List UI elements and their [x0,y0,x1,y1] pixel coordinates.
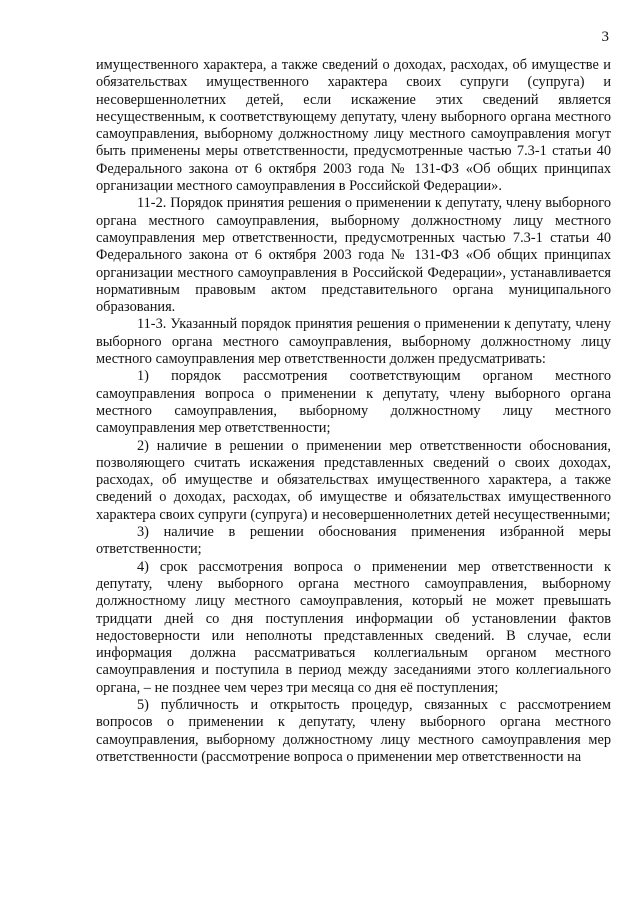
list-item-5: 5) публичность и открытость процедур, связанных с рассмотрением вопросов о применении к депутату, члену выборного органа местного самоуправления, выборному должностному лицу местного самоуправления мер ответственности (рассмотрение вопроса о применении мер ответственности на [96,696,611,765]
paragraph-11-2: 11-2. Порядок принятия решения о применении к депутату, члену выборного органа местного самоуправления, выборному должностному лицу местного самоуправления мер ответственности, предусмотренных частью 7.3-1 статьи 40 Федерального закона от 6 октября 2003 года № 131-ФЗ «Об общих принципах организации местного самоуправления в Российской Федерации», устанавливается нормативным правовым актом представительного органа муниципального образования. [96,195,611,316]
paragraph-continuation: имущественного характера, а также сведений о доходах, расходах, об имуществе и обязательствах имущественного характера своих супруги (супруга) и несовершеннолетних детей, если искажение этих сведений является несущественным, к соответствующему депутату, члену выборного органа местного самоуправления, выборному должностному лицу местного самоуправления могут быть применены меры ответственности, предусмотренные частью 7.3-1 статьи 40 Федерального закона от 6 октября 2003 года № 131-ФЗ «Об общих принципах организации местного самоуправления в Российской Федерации». [96,57,611,195]
page-number: 3 [601,29,609,45]
list-item-1: 1) порядок рассмотрения соответствующим органом местного самоуправления вопроса о применении к депутату, члену выборного органа местного самоуправления, выборному должностному лицу местного самоуправления мер ответственности; [96,368,611,437]
list-item-4: 4) срок рассмотрения вопроса о применении мер ответственности к депутату, члену выборного органа местного самоуправления, выборному должностному лицу местного самоуправления, который не может превышать тридцати дней со дня поступления информации об установлении фактов недостоверности или неполноты представленных сведений. В случае, если информация должна рассматриваться коллегиальным органом местного самоуправления и поступила в период между заседаниями этого коллегиального органа, – не позднее чем через три месяца со дня её поступления; [96,558,611,696]
document-body [96,57,611,766]
list-item-3: 3) наличие в решении обоснования применения избранной меры ответственности; [96,524,611,558]
paragraph-11-3: 11-3. Указанный порядок принятия решения о применении к депутату, члену выборного органа местного самоуправления, выборному должностному лицу местного самоуправления мер ответственности должен предусматривать: [96,316,611,368]
list-item-2: 2) наличие в решении о применении мер ответственности обоснования, позволяющего считать искажения представленных сведений о своих доходах, расходах, об имуществе и обязательствах имущественного характера, а также сведений о доходах, расходах, об имуществе и обязательствах имущественного характера своих супруги (супруга) и несовершеннолетних детей несущественными; [96,437,611,523]
